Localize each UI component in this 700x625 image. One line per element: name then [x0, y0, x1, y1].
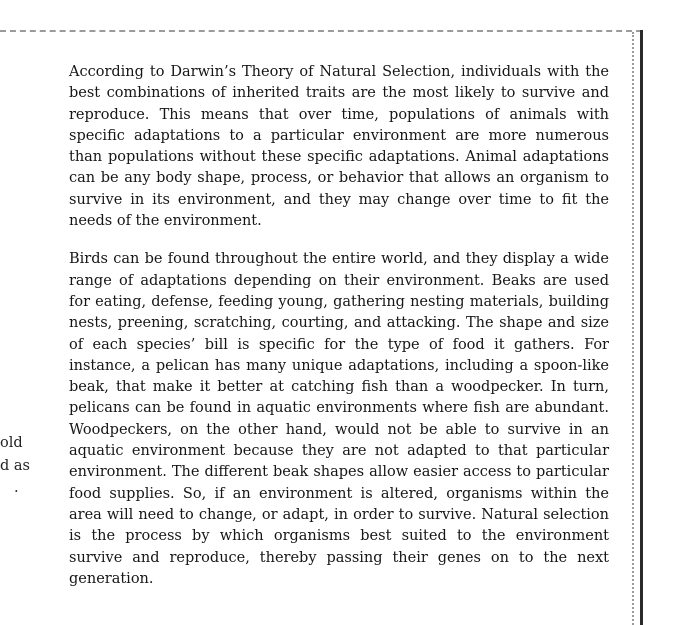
page-top-edge: [0, 30, 642, 32]
left-margin-fragment: old: [0, 435, 23, 451]
article-body: [69, 62, 609, 607]
paragraph-bird-beaks: Birds can be found throughout the entire world, and they display a wide range of adaptations depending on their environment. Beaks are used for eating, defense, feeding young, gathering nesting materials, building nests, preening, scratching, courting, and attacking. The shape and size of each species’ bill is specific for the type of food it gathers. For instance, a pelican has many unique adaptations, including a spoon-like beak, that make it better at catching fish than a woodpecker. In turn, pelicans can be found in aquatic environments where fish are abundant. Woodpeckers, on the other hand, would not be able to survive in an aquatic environment because they are not adapted to that particular environment. The different beak shapes allow easier access to particular food supplies. So, if an environment is altered, organisms within the area will need to change, or adapt, in order to survive. Natural selection is the process by which organisms best suited to the environment survive and reproduce, thereby passing their genes on to the next generation.: [69, 251, 609, 587]
paragraph-natural-selection: According to Darwin’s Theory of Natural Selection, individuals with the best combinations of inherited traits are the most likely to survive and reproduce. This means that over time, populations of animals with specific adaptations to a particular environment are more numerous than populations without these specific adaptations. Animal adaptations can be any body shape, process, or behavior that allows an organism to survive in its environment, and they may change over time to fit the needs of the environment.: [69, 64, 609, 230]
left-margin-fragment: .: [14, 480, 19, 496]
page-right-border: [640, 30, 643, 625]
page-right-inner-edge: [632, 32, 634, 625]
left-margin-fragment: d as: [0, 458, 30, 474]
